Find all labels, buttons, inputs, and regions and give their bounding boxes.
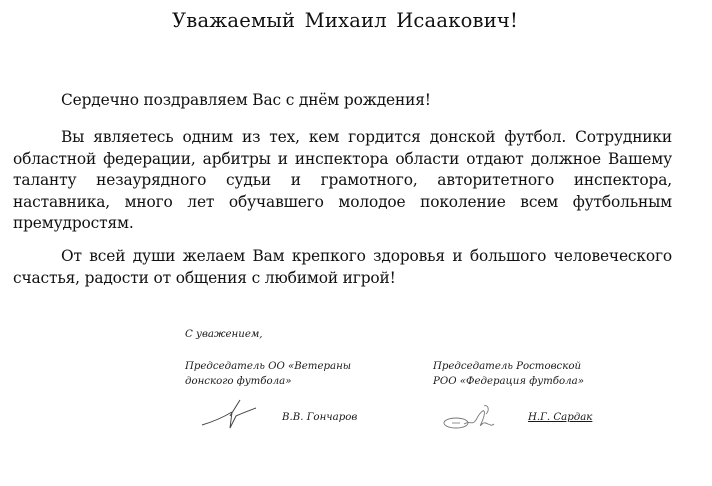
left-signatory-title — [185, 359, 385, 389]
right-signatory-name: Н.Г. Сардак — [528, 412, 593, 423]
right-signature-icon — [442, 402, 498, 432]
greeting-paragraph: Сердечно поздравляем Вас с днём рождения! — [61, 91, 431, 109]
left-signatory-name: В.В. Гончаров — [282, 412, 358, 423]
wishes-paragraph: От всей души желаем Вам крепкого здоровья и большого человеческого счастья, радости от общения с любимой игрой! — [13, 247, 672, 287]
left-title-line2: донского футбола» — [185, 376, 292, 387]
left-title-line1: Председатель ОО «Ветераны — [185, 361, 352, 372]
tribute-paragraph: Вы являетесь одним из тех, кем гордится донской футбол. Сотрудники областной федерации, арбитры и инспектора области отдают должное Вашему таланту незаурядного судьи и грамотного, авторитетного инспектора, наставника, много лет обучавшего молодое поколение всем футбольным премудростям. — [13, 128, 672, 232]
salutation-heading: Уважаемый Михаил Исаакович! — [171, 9, 519, 32]
right-signatory-title — [433, 359, 633, 389]
right-title-line2: РОО «Федерация футбола» — [433, 376, 584, 387]
right-title-line1: Председатель Ростовской — [433, 361, 582, 372]
closing-regards: С уважением, — [185, 329, 263, 340]
left-signature-icon — [200, 398, 260, 432]
